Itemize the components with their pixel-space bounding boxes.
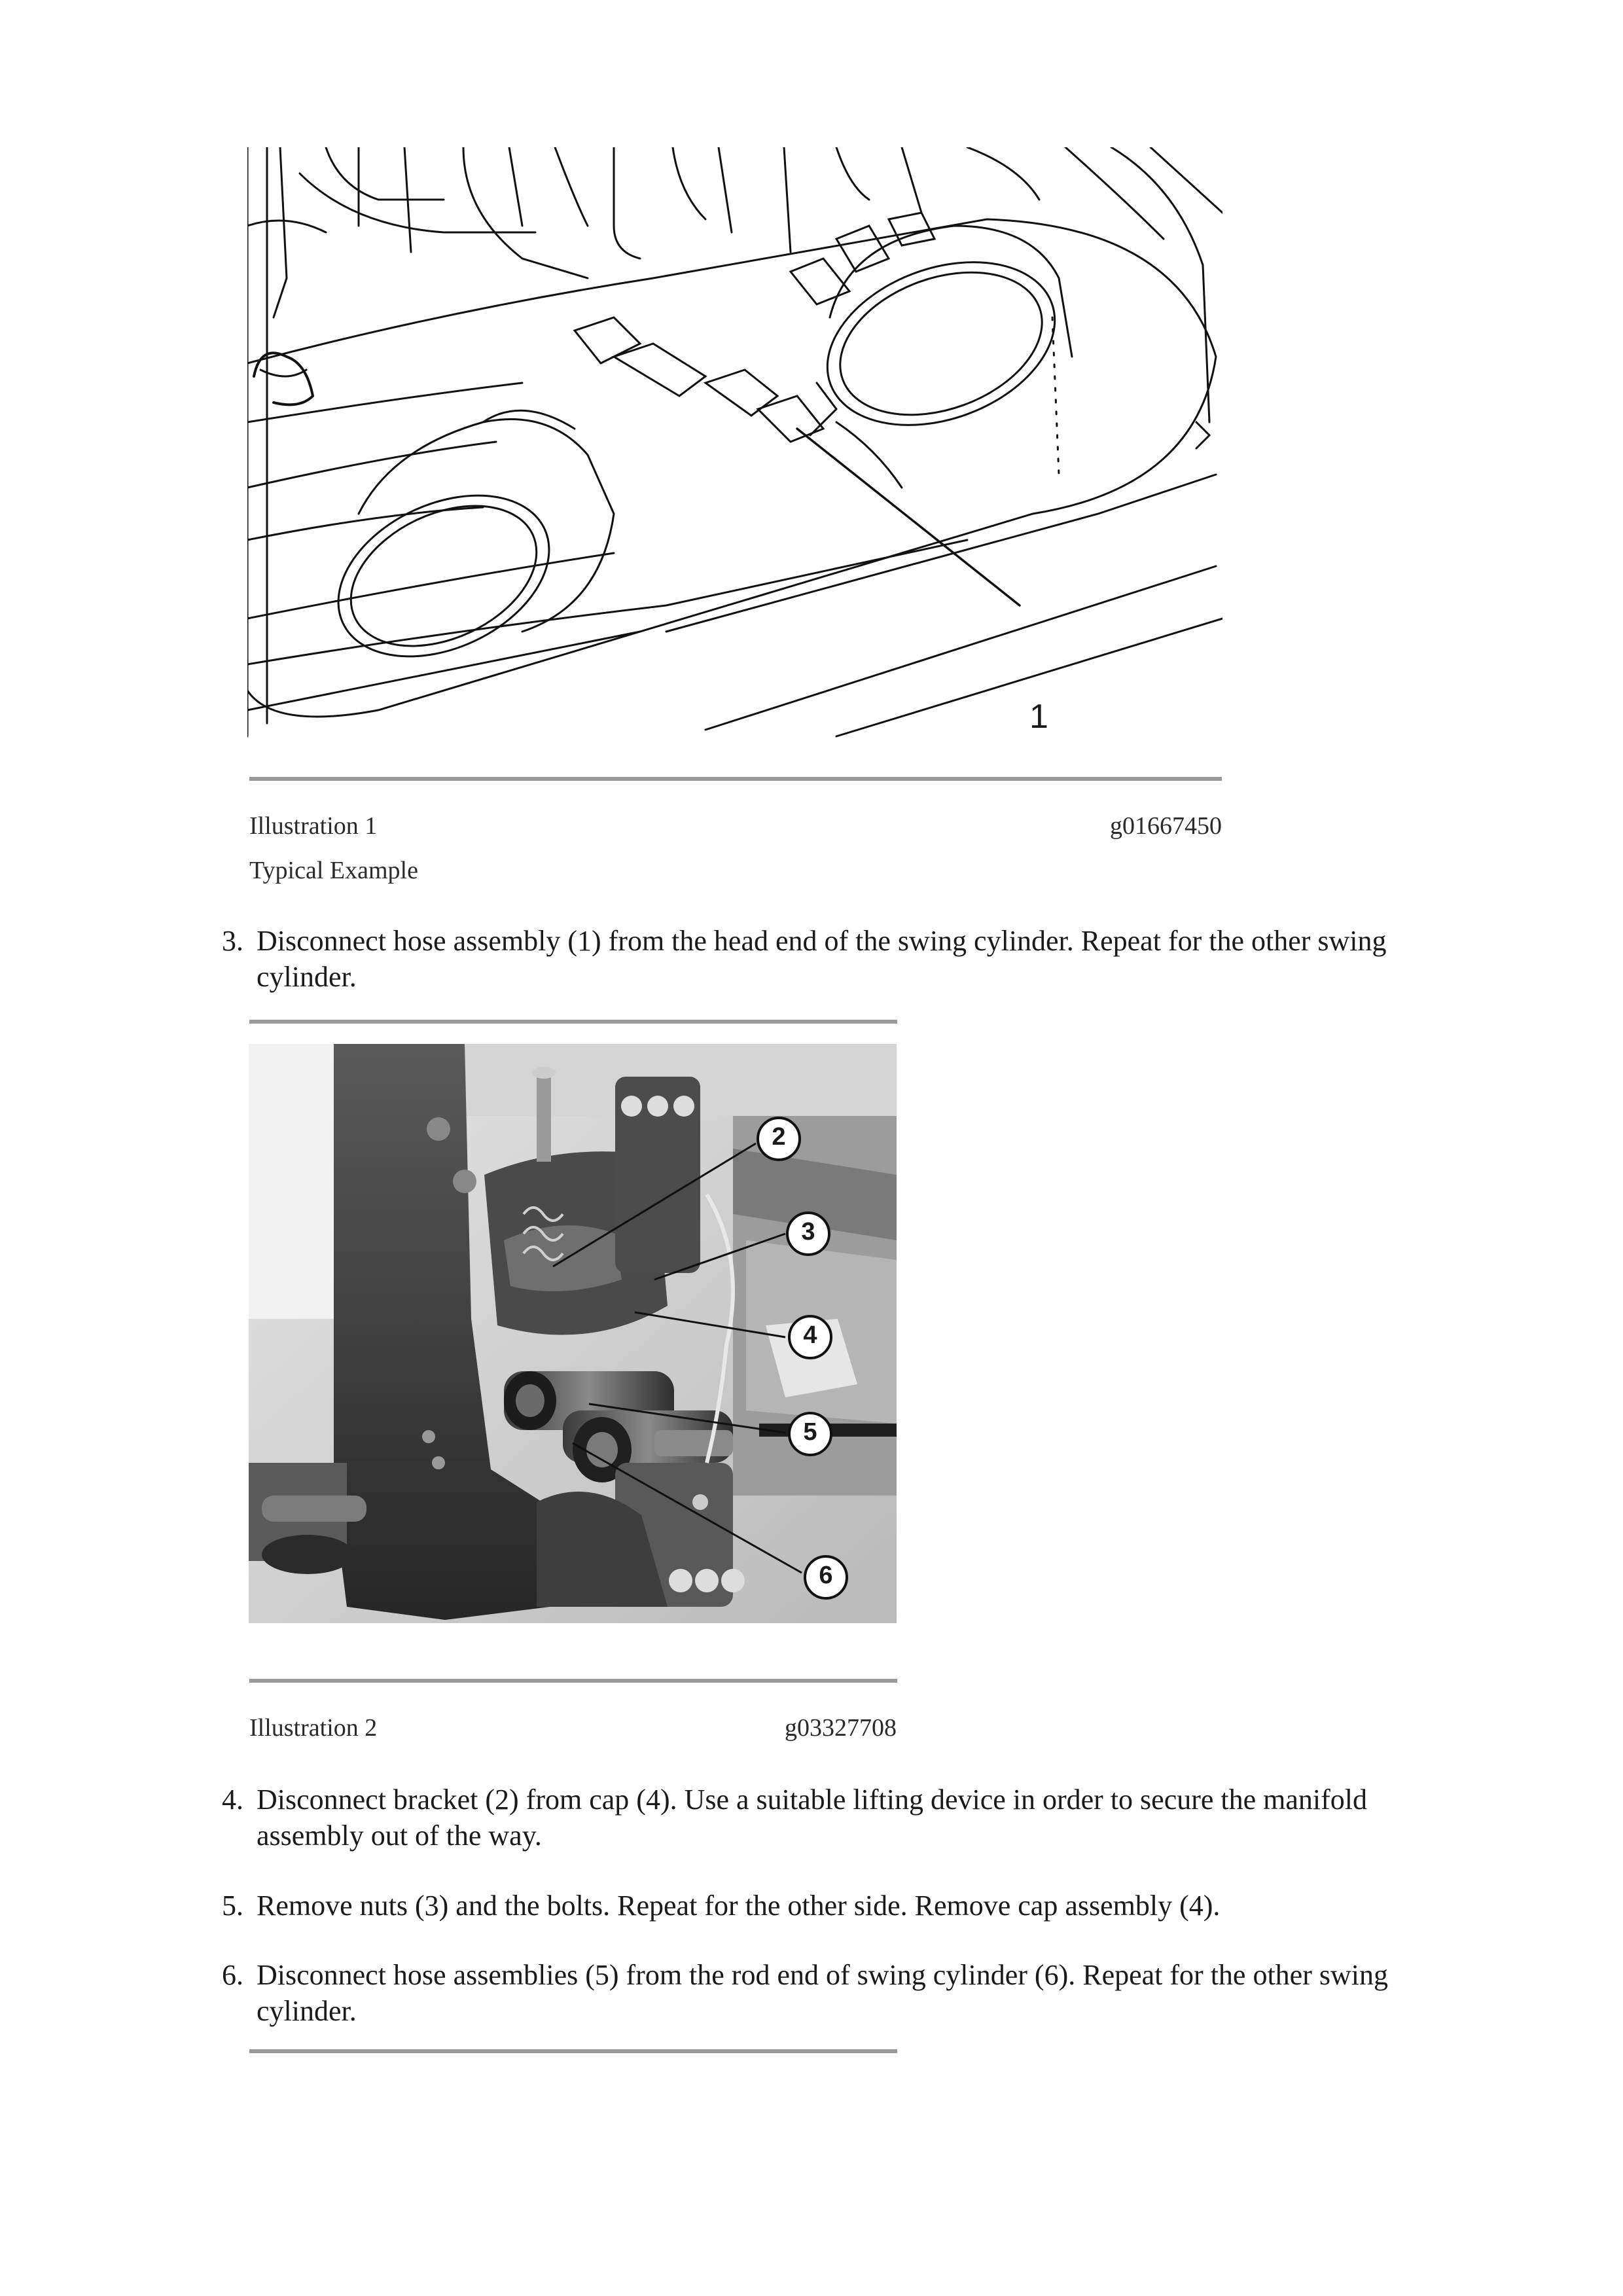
step-3 — [196, 923, 1440, 995]
step-number: 3. — [222, 925, 243, 957]
callout-3: 3 — [801, 1218, 815, 1246]
step-6 — [196, 1957, 1440, 2029]
step-number: 5. — [222, 1890, 243, 1922]
illustration-1-label: Illustration 1 — [249, 812, 378, 840]
divider — [249, 777, 1222, 781]
illustration-1-drawing — [247, 147, 1222, 753]
illustration-1-code: g01667450 — [1110, 812, 1222, 840]
divider — [249, 1020, 897, 1024]
step-text: Disconnect bracket (2) from cap (4). Use a suitable lifting device in order to secure the manifold assembly out of the way. — [257, 1784, 1368, 1852]
callout-2: 2 — [772, 1123, 786, 1151]
step-4 — [196, 1782, 1440, 1854]
callout-6: 6 — [819, 1562, 833, 1589]
callout-1: 1 — [1029, 698, 1048, 736]
illustration-2-label: Illustration 2 — [249, 1714, 378, 1742]
callout-5: 5 — [803, 1418, 817, 1446]
divider — [249, 1679, 897, 1683]
callout-4: 4 — [803, 1321, 817, 1349]
step-text: Disconnect hose assembly (1) from the head end of the swing cylinder. Repeat for the other swing cylinder. — [257, 925, 1387, 993]
step-number: 6. — [222, 1959, 243, 1991]
illustration-1-subtitle: Typical Example — [249, 857, 418, 884]
divider — [249, 2049, 897, 2053]
illustration-2-render — [249, 1044, 897, 1623]
step-text: Disconnect hose assemblies (5) from the rod end of swing cylinder (6). Repeat for the other swing cylinder. — [257, 1959, 1388, 2027]
illustration-2-code: g03327708 — [785, 1714, 897, 1742]
step-number: 4. — [222, 1784, 243, 1816]
step-text: Remove nuts (3) and the bolts. Repeat for the other side. Remove cap assembly (4). — [257, 1890, 1221, 1922]
step-5 — [196, 1888, 1440, 1924]
